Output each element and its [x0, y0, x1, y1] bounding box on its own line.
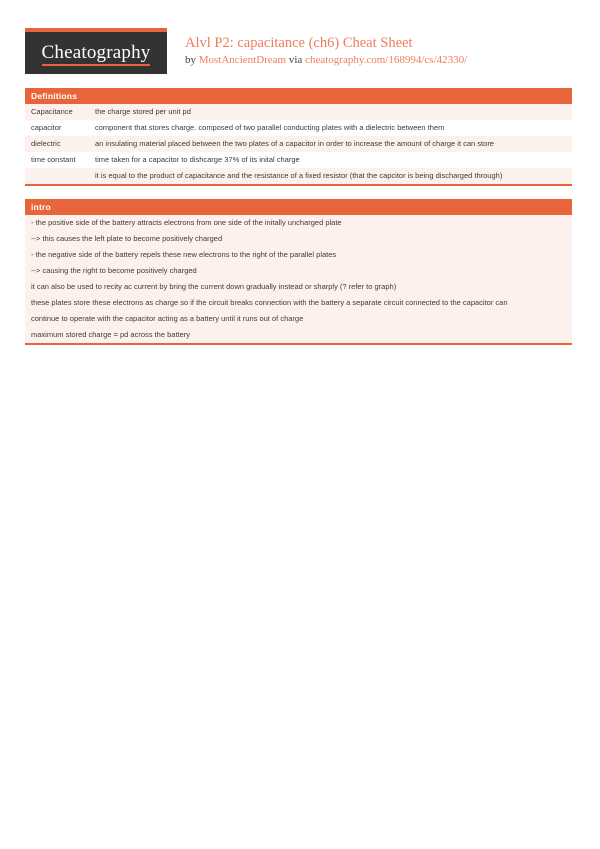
- definition-text: an insulating material placed between the two plates of a capacitor in order to increase the amount of charge it can store: [95, 139, 494, 148]
- list-item: - the negative side of the battery repels these new electrons to the right of the parallel plates: [25, 247, 572, 263]
- definition-text: time taken for a capacitor to dishcarge 37% of its inital charge: [95, 155, 300, 164]
- cheatography-logo[interactable]: [25, 28, 167, 74]
- table-row: [25, 136, 572, 152]
- block-definitions: [25, 88, 572, 186]
- intro-lines: [25, 215, 572, 343]
- definition-term: time constant: [31, 155, 76, 164]
- list-item: these plates store these electrons as charge so if the circuit breaks connection with the battery a separate circuit connected to the capacitor can: [25, 295, 572, 311]
- definition-term: dielectric: [31, 139, 61, 148]
- definition-term: Capacitance: [31, 107, 73, 116]
- block-intro: [25, 199, 572, 345]
- logo-underline-segment: Cheatography: [42, 42, 151, 66]
- block-title-intro: intro: [25, 199, 572, 215]
- author-link[interactable]: MostAncientDream: [198, 54, 287, 67]
- definition-text: the charge stored per unit pd: [95, 107, 191, 116]
- definition-term: capacitor: [31, 123, 62, 132]
- cheatography-logo-text: [42, 43, 151, 64]
- definitions-table: [25, 104, 572, 184]
- list-item: continue to operate with the capacitor acting as a battery until it runs out of charge: [25, 311, 572, 327]
- byline-by-label: by: [185, 54, 196, 67]
- title-block: [185, 28, 467, 68]
- definition-text: it is equal to the product of capacitance and the resistance of a fixed resistor (that the capcitor is being discharged through): [95, 171, 503, 180]
- list-item: - the positive side of the battery attracts electrons from one side of the initally uncharged plate: [25, 215, 572, 231]
- page-header: [25, 28, 572, 78]
- byline: [185, 54, 467, 68]
- definition-text: component that stores charge. composed of two parallel conducting plates with a dielectric between them: [95, 123, 445, 132]
- table-row: [25, 168, 572, 184]
- table-row: [25, 152, 572, 168]
- byline-via-label: via: [288, 54, 303, 67]
- table-row: [25, 104, 572, 120]
- source-url-link[interactable]: cheatography.com/168994/cs/42330/: [305, 54, 468, 67]
- block-title-definitions: Definitions: [25, 88, 572, 104]
- table-row: [25, 120, 572, 136]
- page-title: Alvl P2: capacitance (ch6) Cheat Sheet: [185, 35, 413, 51]
- list-item: --> this causes the left plate to become positively charged: [25, 231, 572, 247]
- list-item: it can also be used to recity ac current by bring the current down gradually instead or sharply (? refer to graph): [25, 279, 572, 295]
- list-item: --> causing the right to become positively charged: [25, 263, 572, 279]
- list-item: maximum stored charge = pd across the battery: [25, 327, 572, 343]
